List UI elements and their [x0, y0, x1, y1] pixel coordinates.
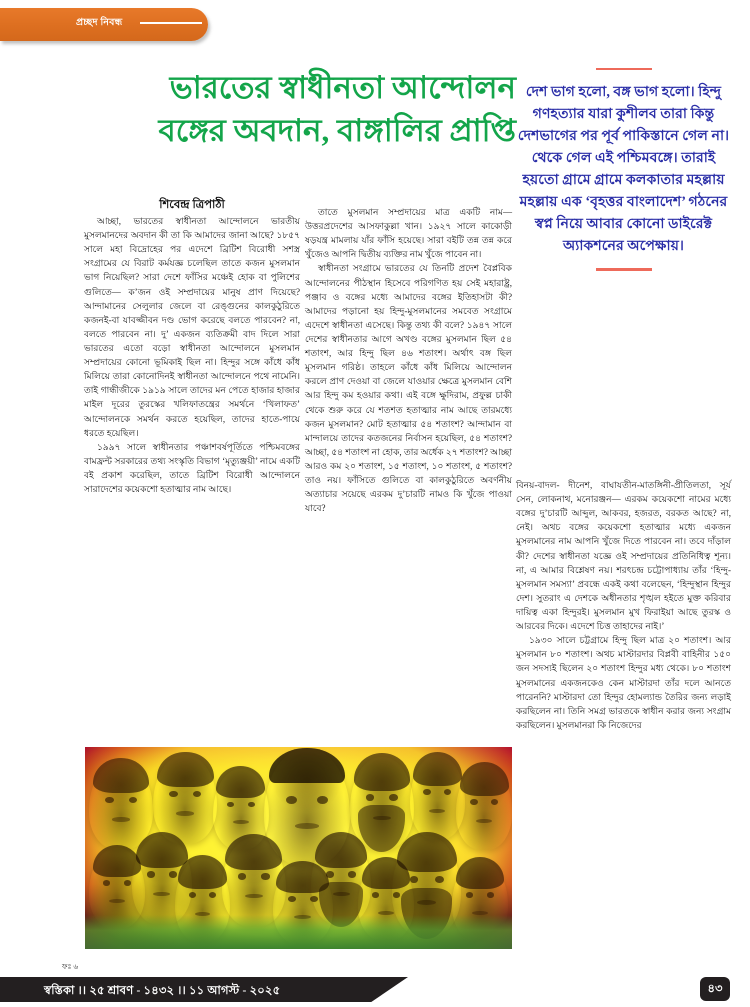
byline-author: শিবেন্দ্র ত্রিপাঠী [159, 199, 225, 211]
headline-line-2: বঙ্গের অবদান, বাঙ্গালির প্রাপ্তি [158, 113, 516, 149]
paragraph: বিনয়-বাদল- দীনেশ, বাঘাযতীন-মাতঙ্গিনী-প্রীতিলতা, সূর্য সেন, লোকনাথ, মনোরঞ্জন— এরকম কয়েকশো নামের মধ্যে বঙ্গের দু’চারটি আব্দুল, আকবর, হজরত, বরকত আছে? না, নেই। অথচ বঙ্গের কয়েকশো হতাত্মার মধ্যে একজন মুসলমানের নাম আপনি খুঁজে দিতে পারবেন না। তবে দাঁড়াল কী? দেশের স্বাধীনতা যজ্ঞে ওই সম্প্রদায়ের প্রতিনিধিত্ব শূন্য। না, এ আমার বিশ্লেষণ নয়। শরৎচন্দ্র চট্টোপাধ্যায় তাঁর ‘হিন্দু-মুসলমান সমস্যা’ প্রবন্ধে একই কথা বলেছেন, ‘হিন্দুস্থান হিন্দুর দেশ। সুতরাং এ দেশকে অধীনতার শৃঙ্খল হইতে মুক্ত করিবার দায়িত্ব একা হিন্দুরই। মুসলমান মুখ ফিরাইয়া আছে তুরস্ক ও আরবের দিকে। এদেশে চিত্ত তাহাদের নাই।’ [516, 480, 731, 632]
collage-vignette [85, 747, 512, 949]
pull-quote-text: দেশ ভাগ হলো, বঙ্গ ভাগ হলো। হিন্দু গণহত্যার যারা কুশীলব তারা কিন্তু দেশভাগের পর পূর্ব পাকিস্তানে গেল না। থেকে গেল এই পশ্চিমবঙ্গে। তারাই হয়তো গ্রামে গ্রামে কলকাতার মহল্লায় মহল্লায় এক ‘বৃহত্তর বাংলাদেশ’ গঠনের স্বপ্ন নিয়ে আবার কোনো ডাইরেক্ট অ্যাকশনের অপেক্ষায়। [517, 84, 730, 255]
pull-quote-rule-bottom [596, 268, 652, 270]
paragraph: আচ্ছা, ভারতের স্বাধীনতা আন্দোলনে ভারতীয় মুসলমানদের অবদান কী তা কি আমাদের জানা আছে? ১৮৫৭ সালে মহা বিদ্রোহের পর এদেশে ব্রিটিশ বিরোধী সশস্ত্র সংগ্রামের যে বিরাট কর্মযজ্ঞ চলেছিল তাতে কজন মুসলমান ভাগ নিয়েছিল? সারা দেশে ফাঁসির মঞ্চেই হোক বা পুলিশের গুলিতে— ক’জন ওই সম্প্রদায়ের মানুষ প্রাণ দিয়েছে? আন্দামানের সেলুলার জেলে বা রেঙ্গুনের কালকুঠুরিতে কজনই-বা যাবজ্জীবন দণ্ড ভোগ করেছে বলতে পারবেন? না, বলতে পারবেন না। দু’ একজন ব্যতিক্রমী বাদ দিলে সারা ভারতের এতো বড়ো স্বাধীনতা আন্দোলনে মুসলমান সম্প্রদায়ের কোনো ভূমিকাই ছিল না। হিন্দুর সঙ্গে কাঁধে কাঁধ মিলিয়ে তারা কোনোদিনই স্বাধীনতা আন্দোলনে পথে নামেনি। তাই গান্ধীজীকে ১৯১৯ সালে তাদের মন পেতে হাজার হাজার মাইল দূরের তুরস্কের খলিফাতন্ত্রের সমর্থনে ‘খিলাফত’ আন্দোলনকে সমর্থন করতে হয়েছিল, তাদের হাতে-পায়ে ধরতে হয়েছিল। [84, 216, 300, 438]
paragraph: ১৯৯৭ সালে স্বাধীনতার পঞ্চাশবর্ষপূর্তিতে পশ্চিমবঙ্গের বামফ্রন্ট সরকারের তথ্য সংস্কৃতি বিভাগ ‘মৃত্যুঞ্জয়ী’ নামে একটি বই প্রকাশ করেছিল, তাতে ব্রিটিশ বিরোধী আন্দোলনে সারাদেশের কয়েকশো হতাত্মার নাম আছে। [84, 441, 300, 495]
kicker-label: প্রচ্ছদ নিবন্ধ [76, 17, 123, 28]
pull-quote [516, 68, 731, 271]
kicker-rule [140, 22, 202, 24]
freedom-fighters-collage-image [85, 747, 512, 949]
body-column-2 [305, 205, 512, 515]
paragraph: ১৯৩০ সালে চট্টগ্রামে হিন্দু ছিল মাত্র ২০ শতাংশ। আর মুসলমান ৮০ শতাংশ। অথচ মাস্টারদার বিপ্লবী বাহিনীর ১৫০ জন সদস্যই ছিলেন ২০ শতাংশ হিন্দুর মধ্য থেকে। ৮০ শতাংশ মুসলমানের একজনকেও কেন মাস্টারদা তাঁর দলে আনতে পারেননি? মাস্টারদা তো হিন্দুর হোমল্যান্ড তৈরির জন্য লড়াই করছিলেন না। তিনি সমগ্র ভারতকে স্বাধীন করার জন্য সংগ্রাম করছিলেন। মুসলমানরা কি নিজেদের [516, 635, 731, 730]
folio-caption: ফঃ ৬ [62, 962, 79, 971]
body-column-3 [516, 478, 731, 732]
page-number-badge: ৪৩ [700, 977, 730, 1001]
pull-quote-rule-top [596, 68, 652, 70]
page-title [84, 66, 516, 153]
paragraph: তাতে মুসলমান সম্প্রদায়ের মাত্র একটি নাম— উত্তরপ্রদেশের আসফাকুল্লা খান। ১৯২৭ সালে কাকোড়ী ষড়যন্ত্র মামলায় যাঁর ফাঁসি হয়েছে। সারা বইটি তন্ন তন্ন করে খুঁজেও আপনি দ্বিতীয় ব্যক্তির নাম খুঁজে পাবেন না। [305, 207, 512, 260]
paragraph: স্বাধীনতা সংগ্রামে ভারতের যে তিনটি প্রদেশ বৈপ্লবিক আন্দোলনের পীঠস্থান হিসেবে পরিগণিত হয় সেই মহারাষ্ট্র, পঞ্জাব ও বঙ্গের মধ্যে আমাদের বঙ্গের ইতিহাসটা কী? আমাদের পড়ানো হয় হিন্দু-মুসলমানের সমবেত সংগ্রামে এদেশে স্বাধীনতা এসেছে। কিন্তু তথ্য কী বলে? ১৯৪৭ সালে দেশের স্বাধীনতার আগে অখণ্ড বঙ্গের মুসলমান ছিল ৫৪ শতাংশ, আর হিন্দু ছিল ৪৬ শতাংশ। অর্থাৎ বঙ্গ ছিল মুসলমান গরিষ্ঠ। তাহলে কাঁধে কাঁধ মিলিয়ে আন্দোলন করলে প্রাণ দেওয়া বা জেলে যাওয়ার ক্ষেত্রে মুসলমান বেশি আর হিন্দু কম হওয়ার কথা। এই বঙ্গে ক্ষুদিরাম, প্রফুল্ল চাকী থেকে শুরু করে যে শতশত হতাত্মার নাম আছে তারমধ্যে কজন মুসলমান? মোট হতাত্মার ৫৪ শতাংশ? আন্দামান বা মান্দালয়ে তাদের কতজনের নির্বাসন হয়েছিল, ৫৪ শতাংশ? আচ্ছা, ৫৪ শতাংশ না হোক, তার অর্ধেক ২৭ শতাংশ? আচ্ছা আরও কম ২০ শতাংশ, ১৫ শতাংশ, ১০ শতাংশ, ৫ শতাংশ? তাও নয়। ফাঁসিতে গুলিতে বা কালকুঠুরিতে অবর্ণনীয় অত্যাচার সয়েছে এরকম দু’চারটি নামও কি খুঁজে পাওয়া যাবে? [305, 263, 512, 514]
body-column-1 [84, 214, 300, 496]
footer-text: স্বস্তিকা ।। ২৫ শ্রাবণ - ১৪৩২ ।। ১১ আগস্ট - ২০২৫ [44, 985, 281, 997]
headline-line-1: ভারতের স্বাধীনতা আন্দোলন [169, 70, 516, 105]
